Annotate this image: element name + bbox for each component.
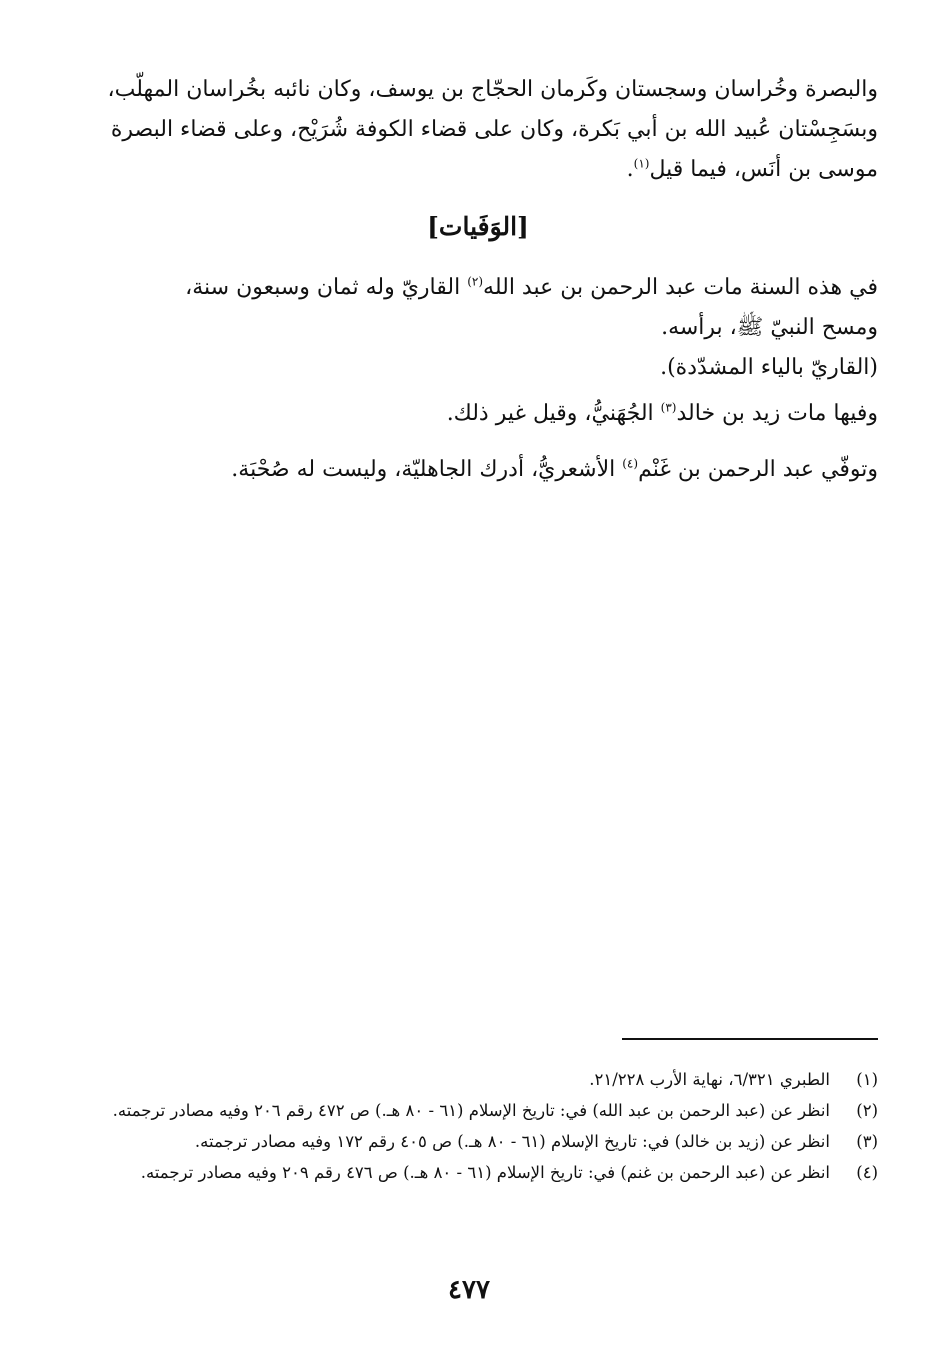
- footnote-text: انظر عن (عبد الرحمن بن عبد الله) في: تاريخ الإسلام (٦١ - ٨٠ هـ.) ص ٤٧٢ رقم ٢٠٦ وفيه مصادر ترجمته.: [112, 1101, 830, 1120]
- text-span: .: [626, 157, 634, 182]
- text-span: القاريّ وله ثمان وسبعون سنة،: [185, 275, 468, 300]
- text-span: موسى بن أنَس، فيما قيل: [649, 157, 878, 182]
- footnote-text: انظر عن (عبد الرحمن بن غنم) في: تاريخ الإسلام (٦١ - ٨٠ هـ.) ص ٤٧٦ رقم ٢٠٩ وفيه مصادر ترجمته.: [140, 1163, 830, 1182]
- footnote-number: (٢): [856, 1101, 878, 1120]
- footnote-text: انظر عن (زيد بن خالد) في: تاريخ الإسلام (٦١ - ٨٠ هـ.) ص ٤٠٥ رقم ١٧٢ وفيه مصادر ترجمته.: [194, 1132, 830, 1151]
- footnote: [78, 1095, 878, 1126]
- footnote: [78, 1064, 878, 1095]
- text-span: الأشعريُّ، أدرك الجاهليّة، وليست له صُحْبَة.: [231, 457, 623, 482]
- footnotes: [78, 1064, 878, 1188]
- text-line: (القاريّ بالياء المشدّدة).: [660, 355, 878, 380]
- footnote-ref: (٤): [622, 456, 639, 471]
- text-line: [78, 70, 878, 110]
- text-line: [78, 268, 878, 308]
- footnote-number: (١): [856, 1070, 878, 1089]
- text-line: [78, 394, 878, 434]
- text-span: وتوفّي عبد الرحمن بن غَنْم: [638, 457, 878, 482]
- text-span: الجُهَنيُّ، وقيل غير ذلك.: [446, 401, 661, 426]
- text-span: والبصرة وخُراسان وسجستان وكَرمان الحجّاج بن يوسف، وكان نائبه بخُراسان المهلّب،: [107, 77, 878, 102]
- page-number: ٤٧٧: [448, 1275, 490, 1305]
- footnote-separator: [622, 1038, 878, 1040]
- text-span: وبسَجِسْتان عُبيد الله بن أبي بَكرة، وكان على قضاء الكوفة شُرَيْح، وعلى قضاء البصرة: [110, 117, 878, 142]
- text-line: [78, 450, 878, 490]
- footnote-number: (٣): [856, 1132, 878, 1151]
- text-span: وفيها مات زيد بن خالد: [676, 401, 878, 426]
- footnote-text: الطبري ٦/٣٢١، نهاية الأرب ٢١/٢٢٨.: [589, 1070, 830, 1089]
- text-line: ومسح النبيّ ﷺ، برأسه.: [661, 315, 878, 340]
- footnote: [78, 1157, 878, 1188]
- section-heading: [الوَفَيات]: [427, 212, 529, 241]
- footnote-ref: (٣): [660, 400, 677, 415]
- text-line: [78, 150, 878, 190]
- footnote-ref: (٢): [467, 274, 484, 289]
- footnote-ref: (١): [633, 156, 650, 171]
- footnote: [78, 1126, 878, 1157]
- text-span: في هذه السنة مات عبد الرحمن بن عبد الله: [483, 275, 878, 300]
- text-line: [78, 110, 878, 150]
- footnote-number: (٤): [856, 1163, 878, 1182]
- main-text: [78, 70, 878, 490]
